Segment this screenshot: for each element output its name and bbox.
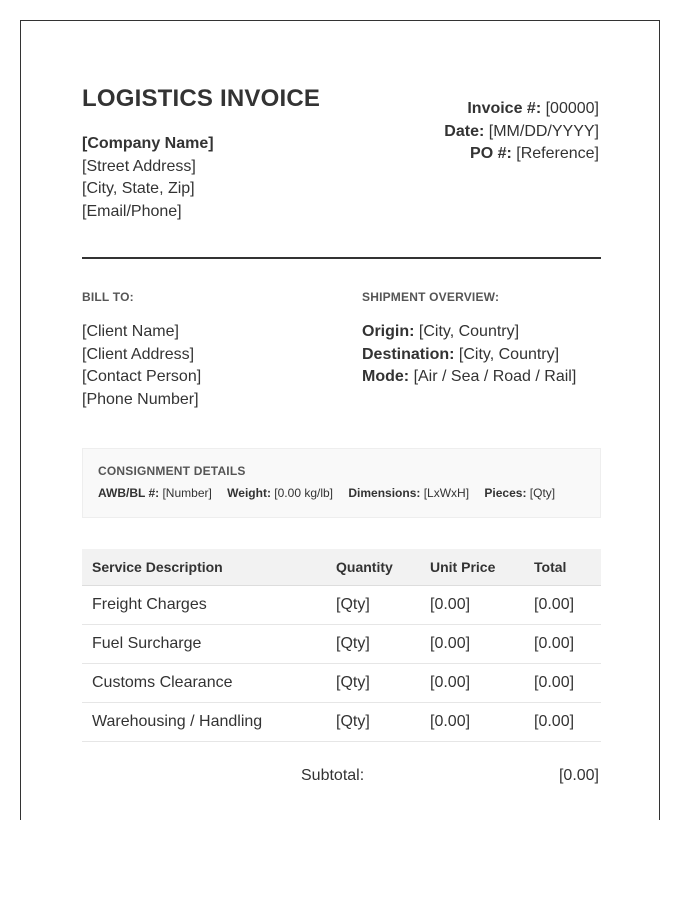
shipment-overview-block bbox=[362, 321, 576, 389]
invoice-date-label: Date: bbox=[444, 122, 485, 140]
pieces-label: Pieces: bbox=[484, 486, 527, 500]
weight-value: [0.00 kg/lb] bbox=[274, 486, 334, 500]
destination-line bbox=[362, 344, 576, 367]
table-header-row bbox=[82, 549, 601, 586]
client-address: [Client Address] bbox=[82, 345, 195, 363]
invoice-page bbox=[20, 20, 660, 820]
header-total: Total bbox=[524, 549, 601, 586]
mode-line bbox=[362, 366, 576, 389]
consignment-details-title: CONSIGNMENT DETAILS bbox=[98, 464, 246, 478]
service-quantity: [Qty] bbox=[326, 664, 420, 703]
invoice-date-value: [MM/DD/YYYY] bbox=[488, 122, 599, 140]
company-name: [Company Name] bbox=[82, 135, 214, 152]
awb-label: AWB/BL #: bbox=[98, 486, 160, 500]
po-number-value: [Reference] bbox=[516, 145, 599, 162]
weight-label: Weight: bbox=[227, 486, 271, 500]
origin-label: Origin: bbox=[362, 323, 415, 340]
consignment-details-row bbox=[98, 486, 567, 500]
service-quantity: [Qty] bbox=[326, 586, 420, 625]
service-quantity: [Qty] bbox=[326, 625, 420, 664]
phone-number: [Phone Number] bbox=[82, 390, 199, 408]
table-row bbox=[82, 703, 601, 742]
service-unit-price: [0.00] bbox=[420, 586, 524, 625]
service-unit-price: [0.00] bbox=[420, 664, 524, 703]
mode-value: [Air / Sea / Road / Rail] bbox=[413, 368, 577, 385]
header-service-description: Service Description bbox=[82, 549, 326, 586]
weight-item bbox=[227, 486, 333, 500]
table-row bbox=[82, 586, 601, 625]
header-unit-price: Unit Price bbox=[420, 549, 524, 586]
origin-value: [City, Country] bbox=[418, 323, 520, 340]
bill-to-label: BILL TO: bbox=[82, 290, 134, 304]
pieces-item bbox=[484, 486, 555, 500]
origin-line bbox=[362, 321, 576, 344]
company-city: [City, State, Zip] bbox=[82, 180, 195, 197]
mode-label: Mode: bbox=[362, 368, 410, 385]
invoice-number-line bbox=[444, 98, 599, 121]
table-row bbox=[82, 664, 601, 703]
service-description: Warehousing / Handling bbox=[82, 703, 326, 742]
company-block bbox=[82, 133, 214, 223]
service-description: Fuel Surcharge bbox=[82, 625, 326, 664]
awb-item bbox=[98, 486, 212, 500]
bill-to-block bbox=[82, 321, 201, 411]
table-row bbox=[82, 625, 601, 664]
header-quantity: Quantity bbox=[326, 549, 420, 586]
dimensions-item bbox=[348, 486, 469, 500]
invoice-title: LOGISTICS INVOICE bbox=[82, 85, 321, 112]
invoice-number-label: Invoice #: bbox=[467, 100, 542, 117]
service-quantity: [Qty] bbox=[326, 703, 420, 742]
company-street: [Street Address] bbox=[82, 157, 196, 175]
consignment-details-box bbox=[82, 448, 601, 518]
invoice-meta bbox=[444, 98, 599, 166]
shipment-overview-label: SHIPMENT OVERVIEW: bbox=[362, 290, 500, 304]
po-number-line bbox=[444, 143, 599, 166]
contact-person: [Contact Person] bbox=[82, 368, 202, 385]
service-description: Freight Charges bbox=[82, 586, 326, 625]
service-unit-price: [0.00] bbox=[420, 625, 524, 664]
destination-value: [City, Country] bbox=[458, 345, 560, 363]
service-unit-price: [0.00] bbox=[420, 703, 524, 742]
invoice-number-value: [00000] bbox=[545, 100, 599, 117]
subtotal-value: [0.00] bbox=[558, 767, 599, 784]
service-total: [0.00] bbox=[524, 625, 601, 664]
po-number-label: PO #: bbox=[470, 145, 512, 162]
dimensions-label: Dimensions: bbox=[348, 486, 421, 500]
awb-value: [Number] bbox=[162, 486, 212, 500]
dimensions-value: [LxWxH] bbox=[423, 486, 470, 500]
company-contact: [Email/Phone] bbox=[82, 202, 182, 220]
client-name: [Client Name] bbox=[82, 323, 179, 340]
service-total: [0.00] bbox=[524, 586, 601, 625]
service-total: [0.00] bbox=[524, 703, 601, 742]
pieces-value: [Qty] bbox=[529, 486, 556, 500]
service-description: Customs Clearance bbox=[82, 664, 326, 703]
service-total: [0.00] bbox=[524, 664, 601, 703]
destination-label: Destination: bbox=[362, 345, 455, 363]
services-table bbox=[82, 549, 601, 742]
subtotal-label: Subtotal: bbox=[301, 767, 365, 784]
header-divider bbox=[82, 257, 601, 259]
invoice-date-line bbox=[444, 121, 599, 144]
